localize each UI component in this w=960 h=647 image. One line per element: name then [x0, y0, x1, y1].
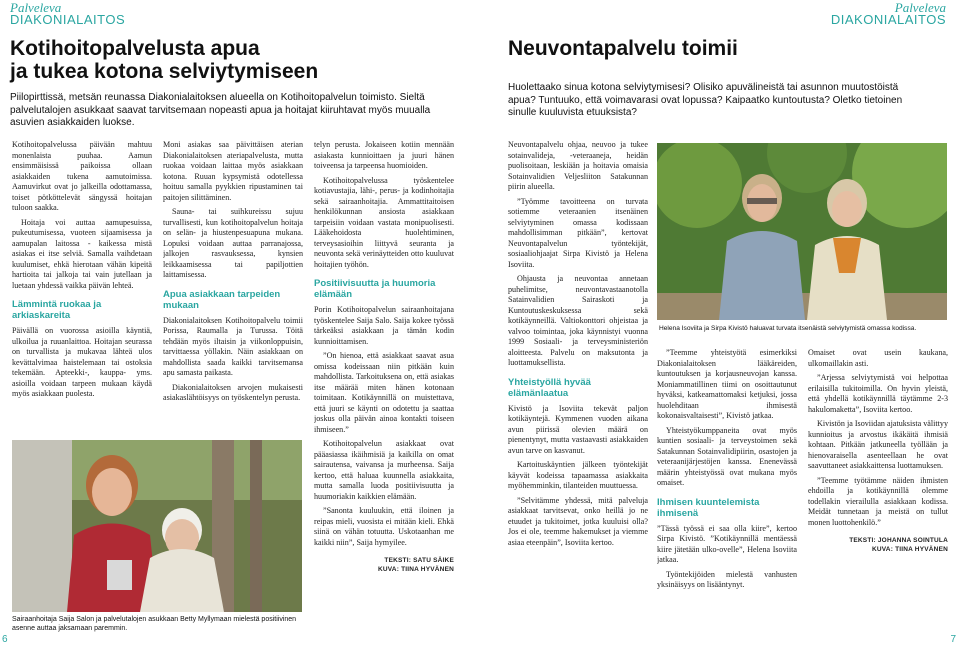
brand-logo-right: [831, 2, 946, 26]
paragraph: ”On hienoa, että asiakkaat saavat asua omissa kodeissaan niin pitkään kuin mahdollista. Tarkoituksena on, että asiakas itse määrää miten hänen kotonaan toimitaan. Kotikäynnillä on muistettava, että juuri se käynti on odotettu ja saattaa joskus olla päivän ainoa kontakti toiseen ihmiseen.”: [314, 351, 454, 434]
paragraph: Yhteistyökumppaneita ovat myös kuntien sosiaali- ja terveystoimen sekä Satakunnan Sotainvalidipiirin, osastojen ja veteraanijärjestöjen kanssa. Enenevässä määrin yhteistyössä ovat mukana myös omaiset.: [657, 425, 797, 487]
paragraph: ”Työmme tavoitteena on turvata sotiemme veteraanien itsenäinen selviytyminen omassa kodissaan mahdollisimman pitkään”, kertovat Neuvontapalvelun työntekijät, sosiaaliohjaajat Sirpa Kivistö ja Helena Isoviita.: [508, 196, 648, 269]
brand-line2: DIAKONIALAITOS: [830, 12, 946, 27]
paragraph: Kotihoitopalvelun asiakkaat ovat pääasiassa ikäihmisiä ja kaikilla on omat sairautensa, vaivansa ja murheensa. Saija kertoo, että haluaa kuunnella asiakkaita, mutta samalla luoda positiivisuutta ja huumoriakin kaikkien elämään.: [314, 439, 454, 501]
byline-text: TEKSTI: JOHANNA SOINTULA: [849, 537, 948, 544]
paragraph: Diakonialaitoksen arvojen mukaisesti asiakaslähtöisyys on työskentelyn perusta.: [163, 382, 303, 402]
subheading: Apua asiakkaan tarpeiden mukaan: [163, 288, 281, 311]
page-number-left: 6: [2, 634, 8, 645]
paragraph: ”Teemme yhteistyötä esimerkiksi Diakonialaitoksen lääkäreiden, kuntoutuksen ja korjausneuvojan kanssa. Moniammatillinen tiimi on osoittautunut hyväksi, katkeamattomaksi ketjuksi, jossa huolehditaan ihmisestä kokonaisvaltaisesti”, Kivistö jatkaa.: [657, 348, 797, 420]
paragraph: Porin Kotihoitopalvelun sairaanhoitajana työskentelee Saija Salo. Saija kokee työssä tärkeäksi asiakkaan ja tämän kodin kunnioittamisen.: [314, 305, 454, 346]
right-col-2: [657, 348, 797, 640]
left-photo-caption: Sairaanhoitaja Saija Salon ja palvelutalojen asukkaan Betty Myllymaan mielestä positiivinen asenne auttaa jaksamaan paremmin.: [12, 616, 297, 632]
subheading: Yhteistyöllä hyvää elämänlaatua: [508, 376, 591, 399]
page-number-right: 7: [950, 634, 956, 645]
left-article-title: [10, 37, 318, 83]
paragraph: Sauna- tai suihkureissu sujuu turvallisesti, kun kotihoitopalvelun hoitaja on selän- ja hiustenpesuapuna mukana. Lopuksi voidaan auttaa parranajossa, jalkojen rasvauksessa, kynsien leikkaamisessa tai papiljottien laittamisessa.: [163, 207, 303, 279]
subheading: Lämmintä ruokaa ja arkiaskareita: [12, 299, 102, 321]
right-col-1: [508, 140, 648, 645]
left-col-2: [163, 140, 303, 432]
byline: [808, 536, 948, 554]
right-article-lead: Huolettaako sinua kotona selviytymisesi? Olisiko apuvälineistä tai asunnon muutostöistä apua? Tuntuuko, että voimavarasi ovat lopussa? Kaipaatko kuntoutusta? Oletko tietoinen sinulle kuuluvista etuuksista?: [508, 82, 903, 118]
paragraph: Kartoituskäyntien jälkeen työntekijät käyvät kodeissa tapaamassa asiakkaita myöhemminkin, tilanteiden muuttuessa.: [508, 460, 648, 490]
subheading: Ihmisen kuuntelemista ihmisenä: [657, 496, 760, 519]
right-col-3: [808, 348, 948, 618]
photo-social-workers: [657, 143, 947, 320]
photo-nurse-and-resident: [12, 440, 302, 612]
paragraph: Hoitaja voi auttaa aamupesuissa, pukeutumisessa, vuoteen sijaamisessa ja aamupalan laitossa - kaikessa mistä asiakas ei itse selviä. Samalla vaihdetaan kuulumiset, ehkä hierotaan vähän kipeitä hartioita tai jalkoja tai vain jutellaan ja luetaan yhdessä vaikka päivän lehteä.: [12, 217, 152, 290]
paragraph: Kivistö ja Isoviita tekevät paljon kotikäyntejä. Kymmenen vuoden aikana avun piirissä olevien määrä on pienentynyt, mutta vastaavasti asiakkaiden avun tarve on kasvanut.: [508, 403, 648, 455]
paragraph: Neuvontapalvelu ohjaa, neuvoo ja tukee sotainvalideja, -veteraaneja, heidän puolisoitaan, leskiään ja hoitavia omaisia Sotainvalidien Veljesliiton Satakunnan piirin alueella.: [508, 140, 648, 191]
paragraph: ”Sanonta kuuluukin, että iloinen ja reipas mieli, vuosista ei mitään kieli. Ehkä siinä on vähän totuutta. Uskotaanhan me kaikki niin”, Saija hymyilee.: [314, 506, 454, 547]
byline-photo: KUVA: TIINA HYVÄNEN: [377, 566, 454, 573]
paragraph: Kotihoitopalvelussa päivään mahtuu monenlaista puuhaa. Aamun ensimmäisissä paikoissa ollaan asiakkaiden tukena aamutoimissa. Aamuvirkut ovat jo jalkeilla odottamassa, toiset pötköttelevät sängyssä hoitajan tuloon saakka.: [12, 140, 152, 212]
paragraph: ”Selvitämme yhdessä, mitä palveluja asiakkaat tarvitsevat, onko heillä jo ne etuudet ja tukitoimet, jotka kuuluisi olla? Jos ei ole, teemme hakemukset ja viemme asiaa eteenpäin”, Isoviita kertoo.: [508, 495, 648, 547]
paragraph: Diakonialaitoksen Kotihoitopalvelu toimii Porissa, Raumalla ja Turussa. Töitä tehdään myös iltaisin ja viikonloppuisin, tarvittaessa yöllakin. Näin asiakkaan on mahdollista saada kaikki tarvitsemansa apu samasta paikasta.: [163, 315, 303, 377]
left-article-lead: Piilopirttissä, metsän reunassa Diakonialaitoksen alueella on Kotihoitopalvelun toimisto. Sieltä palvelutalojen asukkaat saavat tarvitsemaan nopeasti apua ja hoitajat kiiruhtavat myös muualla asuvien asiakkaiden luokse.: [10, 92, 431, 128]
brand-line1: Palveleva: [894, 0, 946, 15]
left-col-3: [314, 140, 454, 640]
title-line1: Kotihoitopalvelusta apua: [10, 37, 260, 60]
paragraph: ”Teemme työtämme näiden ihmisten ehdoilla ja kotikäynnillä olemme todellakin vierailulla asiakkaan kodissa. Meidät tunnetaan ja meistä on tullut monen luottohenkilö.”: [808, 475, 948, 527]
byline-text: TEKSTI: SATU SÄIKE: [384, 557, 454, 564]
paragraph: telyn perusta. Jokaiseen kotiin mennään asiakasta kunnioittaen ja juuri hänen toiveensa ja tarpeensa huomioiden.: [314, 140, 454, 170]
subheading: Positiivisuutta ja huumoria elämään: [314, 278, 436, 300]
paragraph: Työntekijöiden mielestä vanhusten yksinäisyys on lisääntynyt.: [657, 569, 797, 589]
paragraph: Ohjausta ja neuvontaa annetaan puhelimitse, neuvontavastaanotolla Satainvalidien Sairaskoti ja Kuntoutuskeskuksessa sekä kotikäynneillä. Valtiokonttori ohjeistaa ja valvoo toimintaa, joka käynnistyi vuonna 1999 Sosiaali- ja terveysministeriön aloitteesta. Palvelu on maksutonta ja luottamuksellista.: [508, 274, 648, 367]
paragraph: Kivistön ja Isoviidan ajatuksista välittyy kunnioitus ja arvostus ikäkäitä ihmisiä kohtaan. Pitkään jatkuneella työllään ja hienovaraisella asenteellaan he ovat saavuttaneet asiakkaittensa luottamuksen.: [808, 419, 948, 470]
paragraph: Omaiset ovat usein kaukana, ulkomaillakin asti.: [808, 348, 948, 368]
paragraph: Kotihoitopalvelussa työskentelee kotiavustajia, lähi-, perus- ja kodinhoitajia sekä sairaanhoitajia. Ammattitaitoisen henkilökunnan ansiosta asiakkaan tarpeisiin voidaan vastata monipuolisesti. Lääkehoidosta huolehtiminen, terveysasioihin liittyvä seuranta ja neuvonta sekä verinäytteiden otto kuuluvat hoitajien työhön.: [314, 175, 454, 269]
byline-photo: KUVA: TIINA HYVÄNEN: [871, 546, 948, 553]
right-photo-caption: Helena Isoviita ja Sirpa Kivistö haluavat turvata itsenäistä selviytymistä omassa kodissa.: [659, 325, 917, 332]
brand-line1: Palveleva: [10, 0, 62, 15]
paragraph: ”Arjessa selviytymistä voi helpottaa erilaisilla tukitoimilla. On hyvin yleistä, että yhdellä kotikäynnillä täytämme 2-3 hakulomaketta”, Isoviita kertoo.: [808, 373, 948, 414]
paragraph: Päivällä on vuorossa asioilla käyntiä, ulkoilua ja ruuanlaittoa. Hoitajan seurassa on turvallista ja mukavaa lähteä ulos kevättalvimaa haistelemaan tai ostoksia tekemään. Apteekki-, kauppa- yms. asioilla voidaan tarpeen mukaan käydä myös asiakkaan puolesta.: [12, 326, 152, 398]
title-line2: ja tukea kotona selviytymiseen: [10, 60, 319, 83]
brand-logo-left: [10, 2, 125, 26]
paragraph: ”Tässä työssä ei saa olla kiire”, kertoo Sirpa Kivistö. ”Kotikäynnillä mentäessä kiire jätetään ulko-ovelle”, Helena Isoviita jatkaa.: [657, 523, 797, 564]
paragraph: Moni asiakas saa päivittäisen aterian Diakonialaitoksen ateriapalvelusta, mutta ruokaa voidaan laittaa myös asiakkaan kotona. Ruuan kypsymistä odotellessa hoituu samalla pyykkien ripustaminen tai paitojen silittäminen.: [163, 140, 303, 202]
brand-line2: DIAKONIALAITOS: [10, 12, 126, 27]
byline: [314, 556, 454, 574]
left-col-1: [12, 140, 152, 432]
right-article-title: Neuvontapalvelu toimii: [508, 37, 738, 60]
